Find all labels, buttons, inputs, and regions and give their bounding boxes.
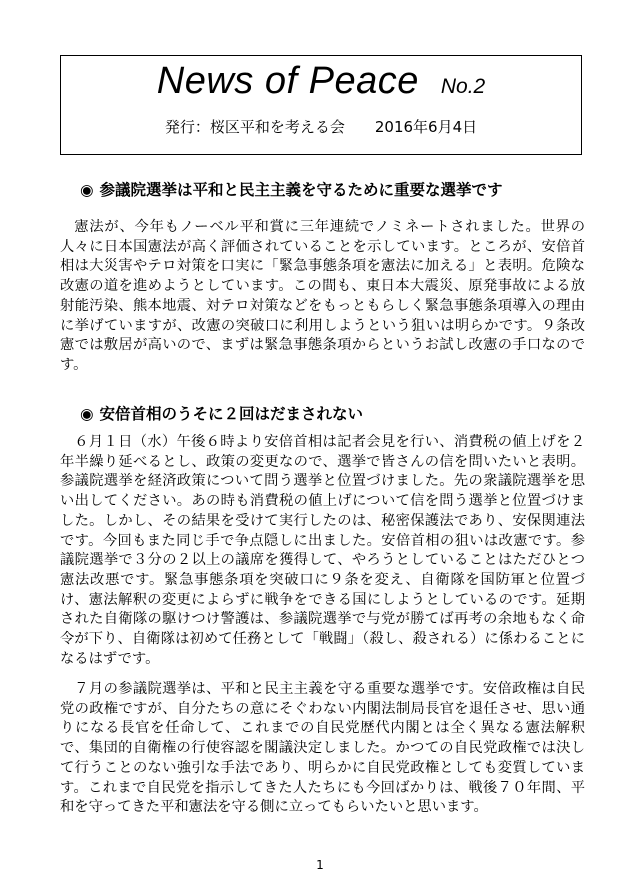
masthead-title bbox=[61, 60, 581, 103]
masthead-box bbox=[60, 55, 582, 155]
bullet-icon: ◉ bbox=[80, 181, 94, 199]
section-heading-2 bbox=[80, 402, 363, 424]
section-heading-text: 安倍首相のうそに２回はだまされない bbox=[99, 405, 364, 423]
issue-number: No.2 bbox=[440, 75, 486, 98]
section-1-paragraph-1: 憲法が、今年もノーベル平和賞に三年連続でノミネートされました。世界の人々に日本国憲法が高く評価されていることを示しています。ところが、安倍首相は大災害やテロ対策を口実に「緊急事態条項を憲法に加える」と表明。危険な改憲の道を進めようとしています。この間も、東日本大震災、原発事故による放射能汚染、熊本地震、対テロ対策などをもっともらしく緊急事態条項導入の理由に挙げていますが、改憲の突破口に利用しようという狙いは明らかです。９条改憲では敷居が高いので、まずは緊急事態条項からというお試し改憲の手口なのです。 bbox=[60, 219, 585, 373]
publisher: 発行：桜区平和を考える会 bbox=[164, 118, 345, 136]
issue-date: 2016年6月4日 bbox=[374, 118, 478, 136]
section-heading-1 bbox=[80, 178, 503, 200]
section-2-paragraph-2: ７月の参議院選挙は、平和と民主主義を守る重要な選挙です。安倍政権は自民党の政権ですが、自分たちの意にそぐわない内閣法制局長官を退任させ、思い通りになる長官を任命して、これまでの自民党歴代内閣とは全く異なる憲法解釈で、集団的自衛権の行使容認を閣議決定しました。かつての自民党政権では決して行うことのない強引な手法であり、明らかに自民党政権としても変質しています。これまで自民党を指示してきた人たちにも今回ばかりは、戦後７０年間、平和を守ってきた平和憲法を守る側に立ってもらいたいと思います。 bbox=[60, 681, 585, 816]
masthead-subtitle bbox=[61, 116, 581, 137]
section-heading-text: 参議院選挙は平和と民主主義を守るために重要な選挙です bbox=[99, 181, 503, 199]
bullet-icon: ◉ bbox=[80, 405, 94, 423]
newsletter-name: News of Peace bbox=[156, 60, 419, 102]
section-2-paragraph-1: ６月１日（水）午後６時より安倍首相は記者会見を行い、消費税の値上げを２年半繰り延べるとし、政策の変更なので、選挙で皆さんの信を問いたいと表明。参議院選挙を経済政策について問う選挙と位置づけました。先の衆議院選挙を思い出してください。あの時も消費税の値上げについて信を問う選挙と位置づけました。しかし、その結果を受けて実行したのは、秘密保護法であり、安保関連法です。今回もまた同じ手で争点隠しに出ました。安倍首相の狙いは改憲です。参議院選挙で３分の２以上の議席を獲得して、やろうとしていることはただひとつ憲法改悪です。緊急事態条項を突破口に９条を変え、自衛隊を国防軍と位置づけ、憲法解釈の変更によらずに戦争をできる国にしようとしているのです。延期された自衛隊の駆けつけ警護は、参議院選挙で与党が勝てば再考の余地もなく命令が下り、自衛隊は初めて任務として「戦闘」（殺し、殺される）に係わることになるはずです。 bbox=[60, 434, 585, 667]
page-number: 1 bbox=[316, 858, 324, 872]
